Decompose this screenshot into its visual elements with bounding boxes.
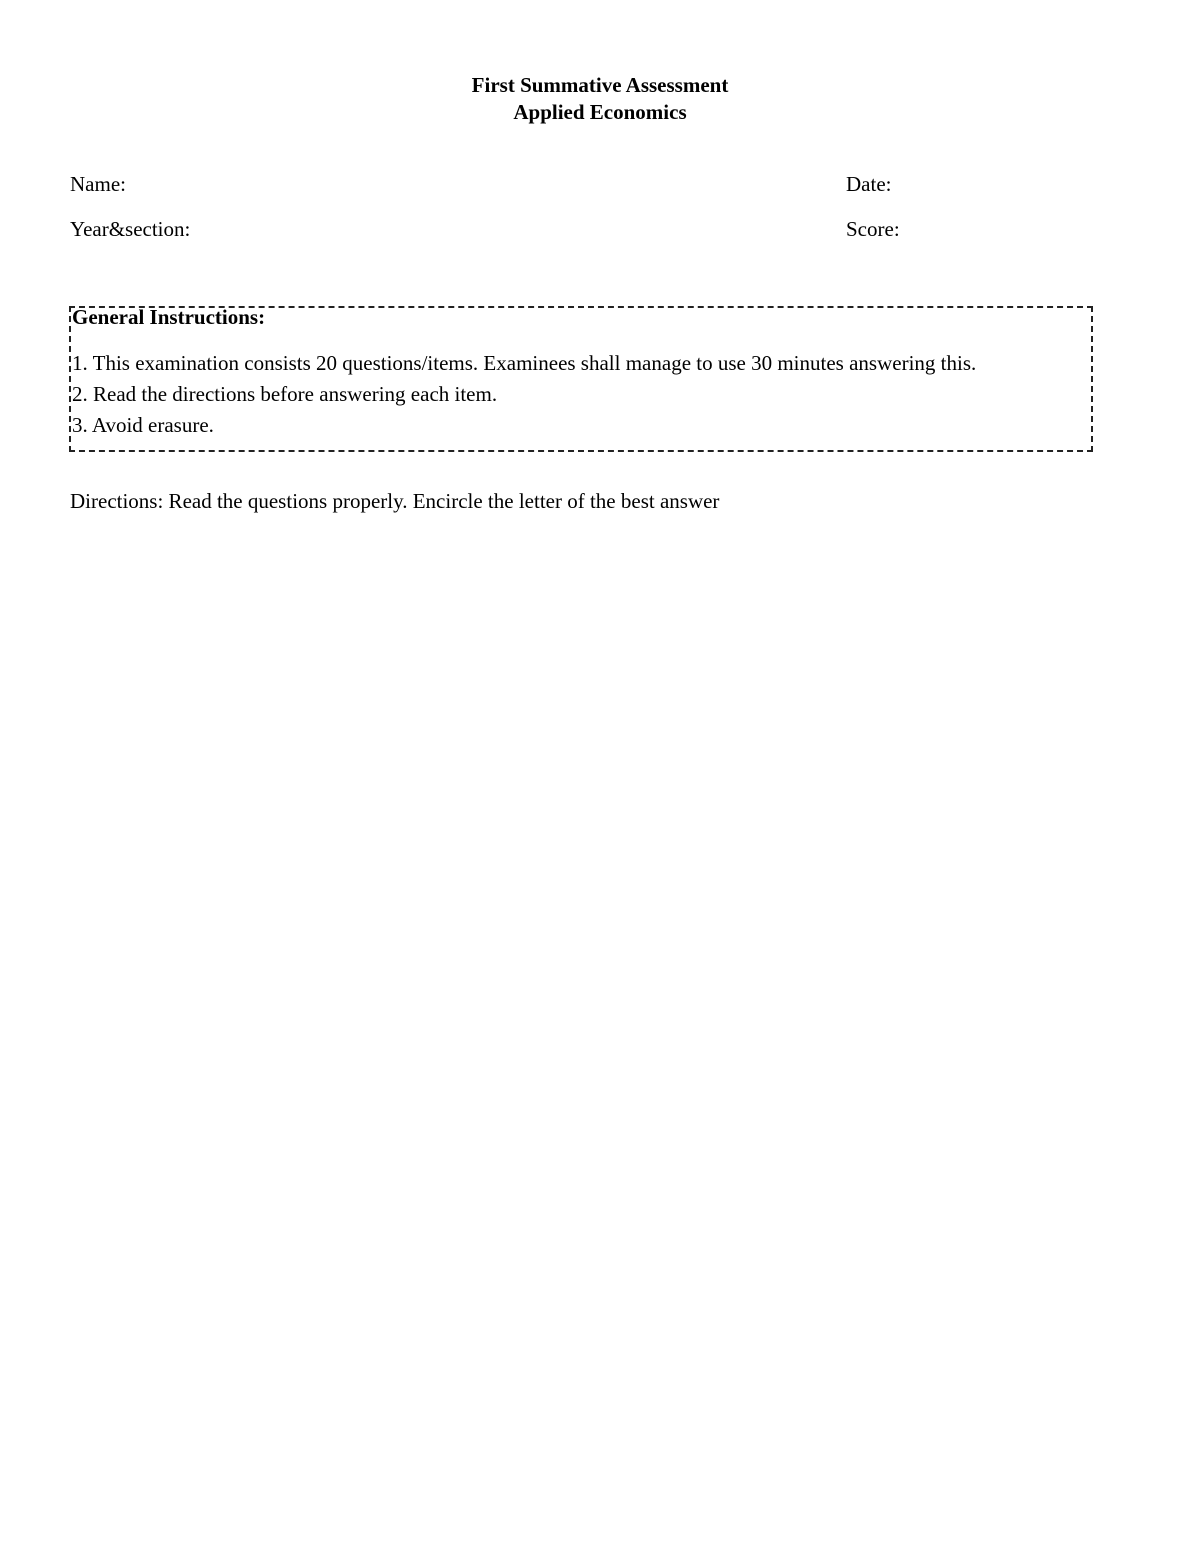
name-field-label: Name:: [70, 172, 126, 196]
instruction-item: 3. Avoid erasure.: [72, 413, 214, 437]
date-field-label: Date:: [846, 172, 892, 196]
instruction-item: 1. This examination consists 20 questions/items. Examinees shall manage to use 30 minutes answering this.: [72, 351, 977, 375]
score-field-label: Score:: [846, 217, 900, 241]
page-title: First Summative Assessment: [471, 73, 729, 97]
general-instructions-heading: General Instructions:: [72, 305, 266, 329]
directions-text: Directions: Read the questions properly. Encircle the letter of the best answer: [70, 489, 720, 513]
instruction-item: 2. Read the directions before answering each item.: [72, 382, 498, 406]
year-section-field-label: Year&section:: [70, 217, 191, 241]
page-subtitle: Applied Economics: [513, 100, 687, 124]
